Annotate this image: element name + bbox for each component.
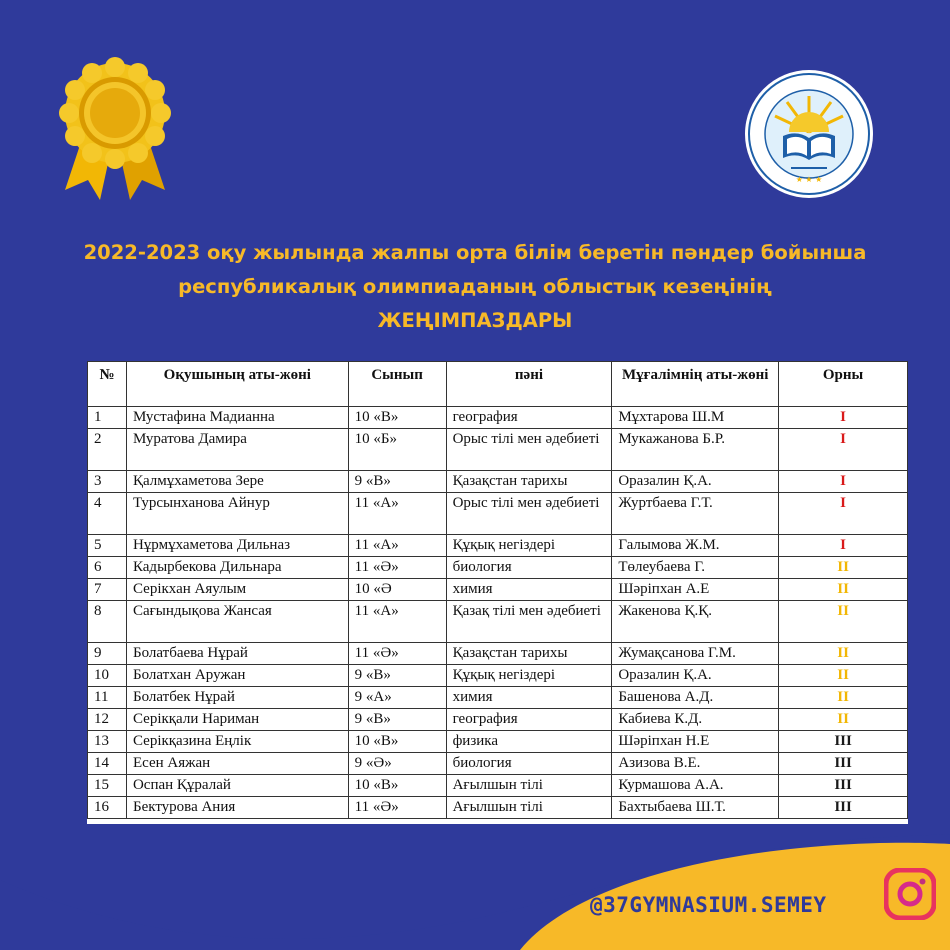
row-subject: химия [446,687,612,709]
row-subject: Қазақ тілі мен әдебиеті [446,601,612,643]
row-place: III [779,797,908,819]
row-number: 15 [88,775,127,797]
title-line-2: республикалық олимпиаданың облыстық кезеңінің [178,275,772,298]
row-teacher: Азизова В.Е. [612,753,779,775]
row-place: I [779,471,908,493]
row-place: I [779,429,908,471]
row-place: I [779,407,908,429]
header-number: № [88,362,127,407]
row-teacher: Шәріпхан Н.Е [612,731,779,753]
row-teacher: Башенова А.Д. [612,687,779,709]
row-subject: Орыс тілі мен әдебиеті [446,429,612,471]
row-place: II [779,557,908,579]
header-student-name: Оқушының аты-жөні [126,362,348,407]
row-teacher: Мукажанова Б.Р. [612,429,779,471]
award-rosette-icon [50,55,180,205]
instagram-handle[interactable]: @37GYMNASIUM.SEMEY [590,893,827,917]
row-number: 10 [88,665,127,687]
row-student-name: Нұрмұхаметова Дильназ [126,535,348,557]
row-place: I [779,535,908,557]
row-teacher: Курмашова А.А. [612,775,779,797]
row-number: 12 [88,709,127,731]
table-header-row [88,362,908,407]
row-number: 4 [88,493,127,535]
page-title [0,236,950,338]
row-class: 11 «А» [348,535,446,557]
row-class: 11 «А» [348,493,446,535]
row-place: II [779,665,908,687]
svg-text:★ ★ ★: ★ ★ ★ [795,175,823,184]
row-class: 9 «В» [348,709,446,731]
header-class: Сынып [348,362,446,407]
row-teacher: Шәріпхан А.Е [612,579,779,601]
row-class: 10 «В» [348,775,446,797]
row-teacher: Жумақсанова Г.М. [612,643,779,665]
row-class: 9 «А» [348,687,446,709]
row-place: II [779,643,908,665]
row-teacher: Төлеубаева Г. [612,557,779,579]
row-place: II [779,709,908,731]
title-line-3: ЖЕҢІМПАЗДАРЫ [377,309,573,332]
table-row [88,407,908,429]
table-row [88,557,908,579]
table-row [88,753,908,775]
row-student-name: Болатбаева Нұрай [126,643,348,665]
row-place: II [779,601,908,643]
row-subject: Қазақстан тарихы [446,643,612,665]
row-subject: химия [446,579,612,601]
instagram-icon[interactable] [884,868,936,920]
row-place: II [779,579,908,601]
row-subject: биология [446,753,612,775]
row-teacher: Мұхтарова Ш.М [612,407,779,429]
row-number: 14 [88,753,127,775]
row-class: 10 «Б» [348,429,446,471]
row-teacher: Журтбаева Г.Т. [612,493,779,535]
row-number: 9 [88,643,127,665]
row-student-name: Турсынханова Айнур [126,493,348,535]
row-place: III [779,731,908,753]
table-row [88,471,908,493]
table-row [88,665,908,687]
row-class: 9 «Ә» [348,753,446,775]
row-place: III [779,753,908,775]
header-subject: пәні [446,362,612,407]
row-student-name: Серікхан Аяулым [126,579,348,601]
row-student-name: Есен Аяжан [126,753,348,775]
table-row [88,579,908,601]
row-student-name: Болатбек Нұрай [126,687,348,709]
row-student-name: Қалмұхаметова Зере [126,471,348,493]
row-subject: физика [446,731,612,753]
row-number: 6 [88,557,127,579]
table-row [88,797,908,819]
row-subject: Орыс тілі мен әдебиеті [446,493,612,535]
row-class: 11 «Ә» [348,557,446,579]
table-row [88,775,908,797]
row-student-name: Сағындықова Жансая [126,601,348,643]
row-class: 10 «В» [348,731,446,753]
row-class: 9 «В» [348,471,446,493]
header-place: Орны [779,362,908,407]
row-teacher: Кабиева К.Д. [612,709,779,731]
row-subject: география [446,407,612,429]
row-teacher: Бахтыбаева Ш.Т. [612,797,779,819]
table-row [88,731,908,753]
winners-table [87,361,908,824]
row-student-name: Болатхан Аружан [126,665,348,687]
row-number: 7 [88,579,127,601]
row-subject: Құқық негіздері [446,535,612,557]
school-book-sunrise-icon [745,70,873,198]
table-row [88,493,908,535]
row-student-name: Оспан Құралай [126,775,348,797]
row-class: 11 «Ә» [348,797,446,819]
row-student-name: Серікқали Нариман [126,709,348,731]
row-teacher: Жакенова Қ.Қ. [612,601,779,643]
table-row [88,601,908,643]
row-number: 11 [88,687,127,709]
row-student-name: Серікқазина Еңлік [126,731,348,753]
school-logo [745,70,873,198]
table-row [88,709,908,731]
title-line-1: 2022-2023 оқу жылында жалпы орта білім беретін пәндер бойынша [83,241,867,264]
row-place: III [779,775,908,797]
row-subject: Ағылшын тілі [446,797,612,819]
table-row [88,429,908,471]
row-subject: Құқық негіздері [446,665,612,687]
row-class: 9 «В» [348,665,446,687]
table-row [88,687,908,709]
row-subject: география [446,709,612,731]
footer-swoosh [0,830,950,950]
row-class: 10 «Ә [348,579,446,601]
row-place: I [779,493,908,535]
table-row [88,535,908,557]
row-class: 10 «В» [348,407,446,429]
row-number: 8 [88,601,127,643]
row-place: II [779,687,908,709]
row-number: 2 [88,429,127,471]
row-number: 3 [88,471,127,493]
row-class: 11 «А» [348,601,446,643]
row-student-name: Кадырбекова Дильнара [126,557,348,579]
row-teacher: Оразалин Қ.А. [612,665,779,687]
row-student-name: Мустафина Мадианна [126,407,348,429]
row-student-name: Муратова Дамира [126,429,348,471]
row-subject: биология [446,557,612,579]
row-subject: Қазақстан тарихы [446,471,612,493]
table-row [88,643,908,665]
row-teacher: Оразалин Қ.А. [612,471,779,493]
row-class: 11 «Ә» [348,643,446,665]
row-number: 13 [88,731,127,753]
row-number: 1 [88,407,127,429]
row-teacher: Галымова Ж.М. [612,535,779,557]
header-teacher: Мұғалімнің аты-жөні [612,362,779,407]
row-subject: Ағылшын тілі [446,775,612,797]
row-number: 5 [88,535,127,557]
row-student-name: Бектурова Ания [126,797,348,819]
row-number: 16 [88,797,127,819]
